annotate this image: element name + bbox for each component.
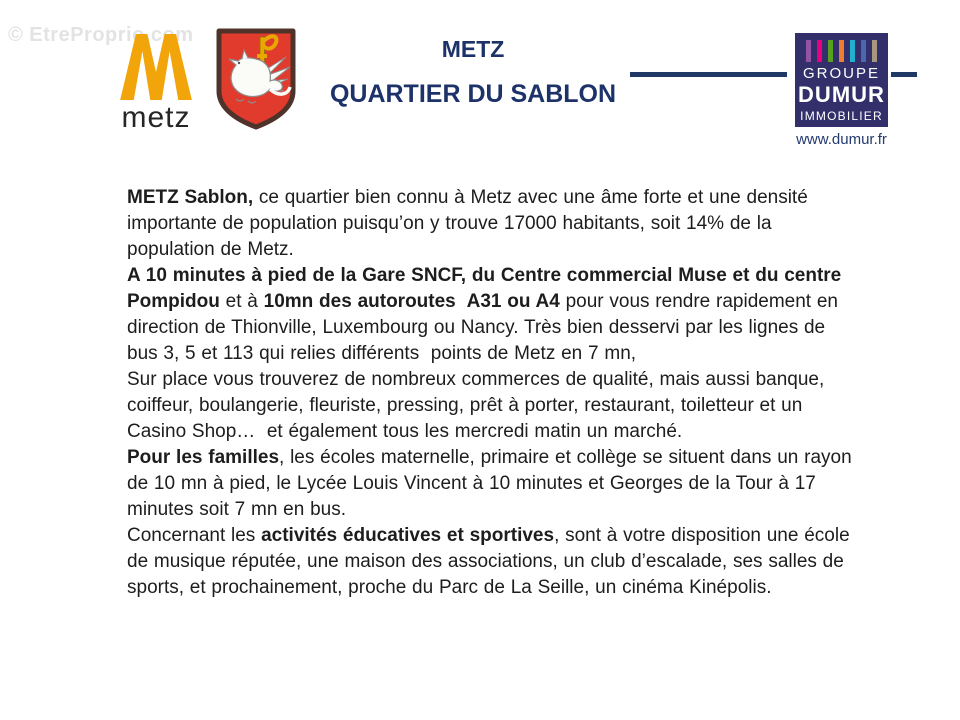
dumur-bar — [850, 40, 855, 62]
page-title — [323, 38, 623, 107]
body-line: sports, et prochainement, proche du Parc de La Seille, un cinéma Kinépolis. — [127, 577, 772, 598]
dumur-group-label: GROUPE — [802, 65, 880, 82]
body-line: coiffeur, boulangerie, fleuriste, pressing, prêt à porter, restaurant, toiletteur et un — [127, 395, 803, 416]
body-line: Pompidou et à 10mn des autoroutes A31 ou A4 pour vous rendre rapidement en — [127, 291, 838, 312]
dumur-name-label: DUMUR — [798, 82, 885, 107]
body-line: Pour les familles, les écoles maternelle, primaire et collège se situent dans un rayon — [127, 447, 852, 468]
body-line: METZ Sablon, ce quartier bien connu à Metz avec une âme forte et une densité — [127, 187, 808, 208]
shield-dragon-icon — [214, 26, 298, 132]
dumur-color-bars-icon — [795, 40, 888, 62]
dumur-sector-label: IMMOBILIER — [800, 109, 883, 123]
body-line: de musique réputée, une maison des associations, un club d’escalade, ses salles de — [127, 551, 844, 572]
body-line: bus 3, 5 et 113 qui relies différents points de Metz en 7 mn, — [127, 343, 637, 364]
header-rule-right — [891, 72, 917, 77]
body-line: Concernant les activités éducatives et sportives, sont à votre disposition une école — [127, 525, 850, 546]
body-line: population de Metz. — [127, 239, 294, 260]
metz-city-logo — [116, 34, 196, 133]
body-line: Casino Shop… et également tous les mercredi matin un marché. — [127, 421, 683, 442]
header-rule-left — [630, 72, 787, 77]
body-line: minutes soit 7 mn en bus. — [127, 499, 346, 520]
body-line: A 10 minutes à pied de la Gare SNCF, du Centre commercial Muse et du centre — [127, 265, 842, 286]
title-city: METZ — [441, 36, 505, 62]
dumur-bar — [828, 40, 833, 62]
dumur-website-link[interactable]: www.dumur.fr — [796, 131, 887, 148]
description-text — [127, 185, 852, 601]
metz-logo-label: metz — [121, 101, 191, 134]
body-line: importante de population puisqu’on y trouve 17000 habitants, soit 14% de la — [127, 213, 772, 234]
body-line: de 10 mn à pied, le Lycée Louis Vincent à 10 minutes et Georges de la Tour à 17 — [127, 473, 816, 494]
dumur-bar — [817, 40, 822, 62]
dumur-logo — [795, 33, 888, 127]
title-district: QUARTIER DU SABLON — [329, 80, 617, 108]
dumur-bar — [806, 40, 811, 62]
dumur-bar — [861, 40, 866, 62]
metz-m-icon — [120, 34, 192, 100]
body-line: direction de Thionville, Luxembourg ou Nancy. Très bien desservi par les lignes de — [127, 317, 826, 338]
body-line: Sur place vous trouverez de nombreux commerces de qualité, mais aussi banque, — [127, 369, 825, 390]
metz-coat-of-arms — [214, 26, 298, 137]
dumur-bar — [872, 40, 877, 62]
dumur-bar — [839, 40, 844, 62]
watermark-text: © EtreProprio.com — [8, 24, 194, 46]
